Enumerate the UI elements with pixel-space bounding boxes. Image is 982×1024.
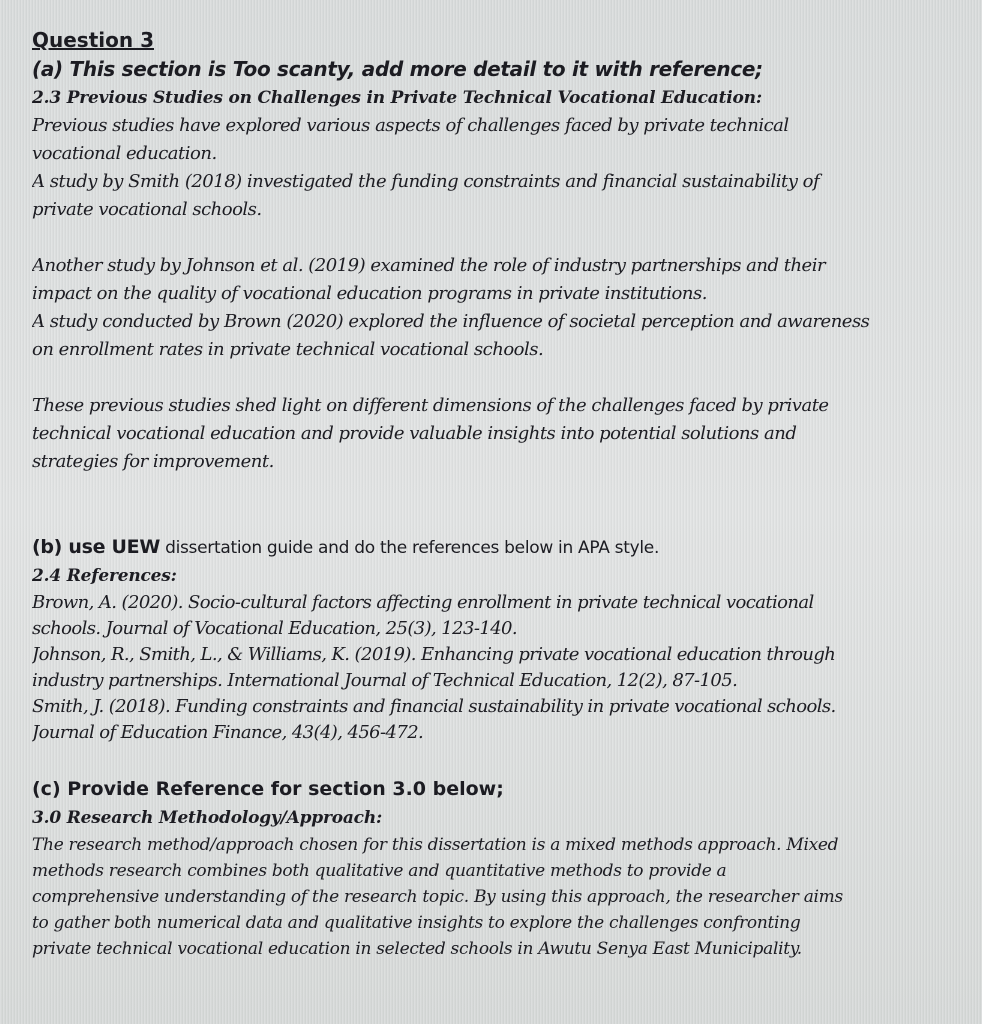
paragraph-line: impact on the quality of vocational education programs in private institutions. (32, 283, 707, 304)
reference-line: Smith, J. (2018). Funding constraints and financial sustainability in private vocational schools. (32, 696, 836, 717)
reference-line: Johnson, R., Smith, L., & Williams, K. (2019). Enhancing private vocational education through (32, 644, 836, 665)
reference-list (32, 590, 982, 746)
reference-line: schools. Journal of Vocational Education, 25(3), 123-140. (32, 618, 518, 639)
part-a-instruction: (a) This section is Too scanty, add more detail to it with reference; (32, 57, 763, 81)
paragraph-spacer (32, 224, 982, 252)
paragraph-line: on enrollment rates in private technical vocational schools. (32, 339, 544, 360)
question-heading: Question 3 (32, 28, 154, 52)
paragraph-line: technical vocational education and provide valuable insights into potential solutions and (32, 423, 797, 444)
paragraph-line: strategies for improvement. (32, 451, 274, 472)
paragraph-line: comprehensive understanding of the research topic. By using this approach, the researcher aims (32, 887, 843, 907)
paragraph-line: These previous studies shed light on different dimensions of the challenges faced by private (32, 395, 829, 416)
section-2-4-title: 2.4 References: (32, 566, 177, 586)
part-a-paragraph-2 (32, 252, 982, 364)
paragraph-line: methods research combines both qualitative and quantitative methods to provide a (32, 861, 727, 881)
part-b-instruction-rest: dissertation guide and do the references below in APA style. (159, 538, 660, 558)
part-a-paragraph-3 (32, 392, 982, 476)
paragraph-line: to gather both numerical data and qualitative insights to explore the challenges confronting (32, 913, 801, 933)
section-spacer (32, 476, 982, 532)
reference-line: industry partnerships. International Journal of Technical Education, 12(2), 87-105. (32, 670, 738, 691)
paragraph-line: A study conducted by Brown (2020) explored the influence of societal perception and awareness (32, 311, 870, 332)
paragraph-line: A study by Smith (2018) investigated the funding constraints and financial sustainability of (32, 171, 820, 192)
section-spacer (32, 746, 982, 774)
paragraph-line: The research method/approach chosen for this dissertation is a mixed methods approach. Mixed (32, 835, 839, 855)
part-c-instruction: (c) Provide Reference for section 3.0 below; (32, 778, 504, 800)
paragraph-spacer (32, 364, 982, 392)
reference-line: Journal of Education Finance, 43(4), 456-472. (32, 722, 424, 743)
paragraph-line: Previous studies have explored various aspects of challenges faced by private technical (32, 115, 789, 136)
part-b-instruction (32, 532, 982, 562)
paragraph-line: private technical vocational education in selected schools in Awutu Senya East Municipality. (32, 939, 802, 959)
paragraph-line: Another study by Johnson et al. (2019) examined the role of industry partnerships and their (32, 255, 826, 276)
methodology-paragraph (32, 832, 982, 962)
paragraph-line: vocational education. (32, 143, 217, 164)
reference-line: Brown, A. (2020). Socio-cultural factors affecting enrollment in private technical vocational (32, 592, 814, 613)
section-2-3-title: 2.3 Previous Studies on Challenges in Private Technical Vocational Education: (32, 88, 762, 108)
part-a-paragraph-1 (32, 112, 982, 224)
section-3-0-title: 3.0 Research Methodology/Approach: (32, 808, 383, 828)
paragraph-line: private vocational schools. (32, 199, 262, 220)
part-b-instruction-lead: (b) use UEW (32, 536, 160, 558)
